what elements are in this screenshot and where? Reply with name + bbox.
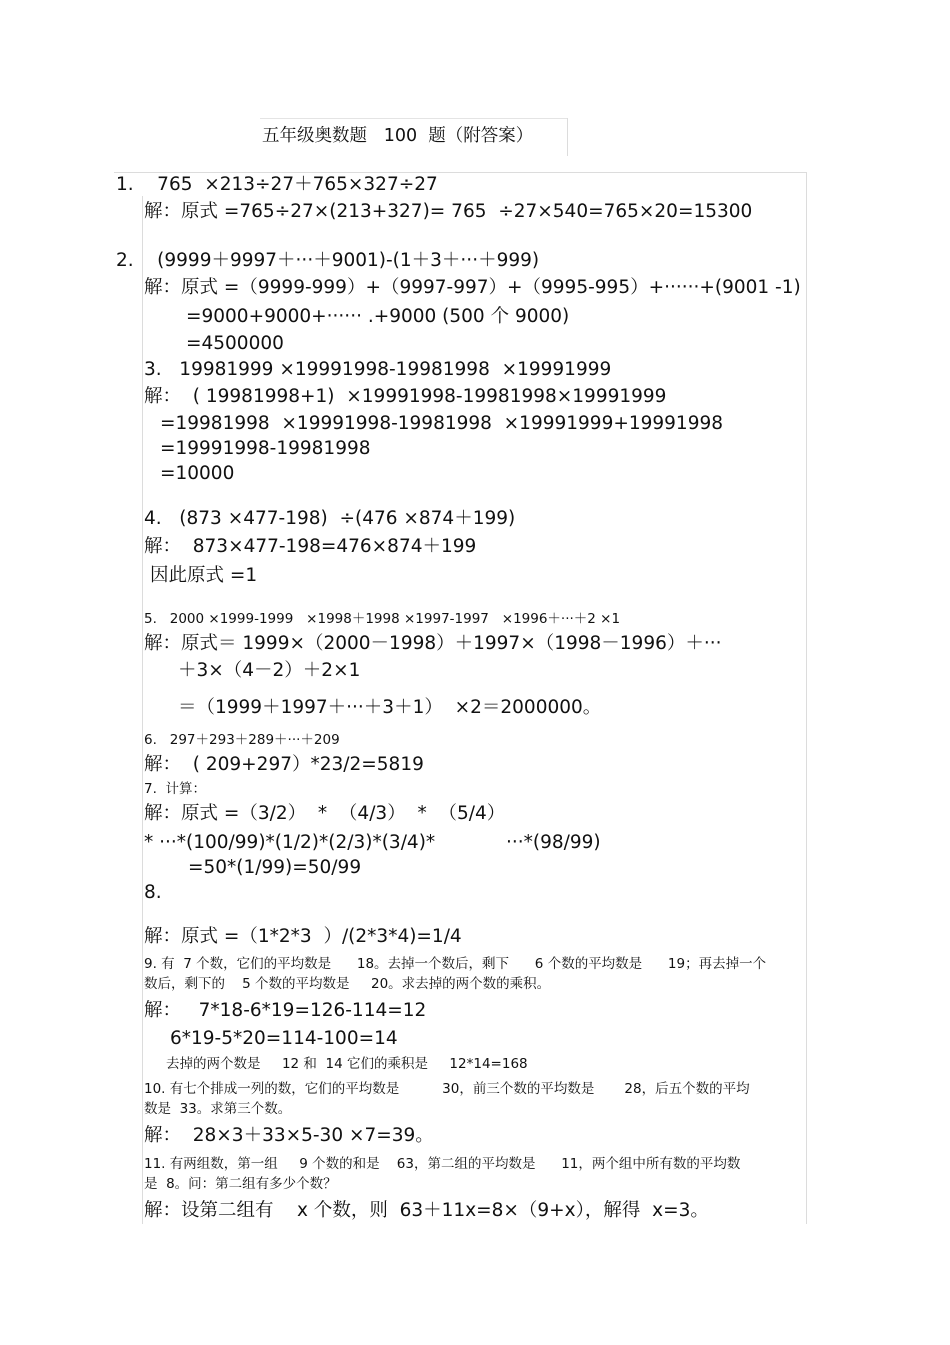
answer-7-line-2-end: ···*(98/99) xyxy=(506,832,601,853)
answer-9-line-3: 去掉的两个数是 12 和 14 它们的乘积是 12*14=168 xyxy=(166,1056,528,1072)
frame-left-rule xyxy=(142,196,143,1224)
question-10-line-2: 数是 33。求第三个数。 xyxy=(144,1101,292,1117)
question-11-line-1: 11. 有两组数，第一组 9 个数的和是 63，第二组的平均数是 11，两个组中所有数的平均数 xyxy=(144,1156,741,1172)
question-7: 7. 计算： xyxy=(144,781,206,797)
answer-2-line-2: =9000+9000+······ .+9000 (500 个 9000) xyxy=(186,306,570,327)
question-11-line-2: 是 8。问：第二组有多少个数？ xyxy=(144,1176,337,1192)
answer-2-line-3: =4500000 xyxy=(186,333,284,354)
answer-4-line-2: 因此原式 =1 xyxy=(150,565,258,586)
answer-1: 解：原式 =765÷27×(213+327)= 765 ÷27×540=765×20=15300 xyxy=(144,201,753,222)
answer-4-line-1: 解： 873×477-198=476×874＋199 xyxy=(144,536,477,557)
answer-5-line-3: ＝（1999＋1997＋···＋3＋1） ×2＝2000000。 xyxy=(178,697,602,718)
frame-top-rule xyxy=(114,172,807,173)
answer-5-line-1: 解：原式＝ 1999×（2000－1998）＋1997×（1998－1996）＋··· xyxy=(144,633,722,654)
answer-9-line-2: 6*19-5*20=114-100=14 xyxy=(170,1028,398,1049)
answer-10: 解： 28×3＋33×5-30 ×7=39。 xyxy=(144,1125,434,1146)
answer-3-line-3: =19991998-19981998 xyxy=(160,438,371,459)
answer-3-line-4: =10000 xyxy=(160,463,235,484)
answer-9-line-1: 解： 7*18-6*19=126-114=12 xyxy=(144,1000,427,1021)
title-rule xyxy=(260,118,567,119)
question-2: 2. (9999＋9997＋···＋9001)-(1＋3＋···＋999) xyxy=(116,250,540,271)
answer-3-line-2: =19981998 ×19991998-19981998 ×19991999+19991998 xyxy=(160,413,724,434)
answer-5-line-2: ＋3×（4－2）＋2×1 xyxy=(178,660,361,681)
question-4: 4. (873 ×477-198) ÷(476 ×874＋199) xyxy=(144,508,516,529)
answer-7-line-2: * ···*(100/99)*(1/2)*(2/3)*(3/4)* xyxy=(144,832,436,853)
answer-7-line-3: =50*(1/99)=50/99 xyxy=(188,857,362,878)
answer-3-line-1: 解： ( 19981998+1) ×19991998-19981998×19991999 xyxy=(144,386,667,407)
title-divider xyxy=(567,118,568,156)
answer-11: 解：设第二组有 x 个数，则 63＋11x=8×（9+x），解得 x=3。 xyxy=(144,1200,709,1221)
answer-8: 解：原式 =（1*2*3 ）/(2*3*4)=1/4 xyxy=(144,926,462,947)
answer-6: 解： ( 209+297）*23/2=5819 xyxy=(144,754,424,775)
answer-2-line-1: 解：原式 =（9999-999）+（9997-997）+（9995-995）+······+(9001 -1) xyxy=(144,277,801,298)
question-3: 3. 19981999 ×19991998-19981998 ×19991999 xyxy=(144,359,612,380)
question-9-line-1: 9. 有 7 个数，它们的平均数是 18。去掉一个数后，剩下 6 个数的平均数是 19；再去掉一个 xyxy=(144,956,767,972)
frame-right-rule xyxy=(806,172,807,1224)
question-8: 8. xyxy=(144,882,162,903)
answer-7-line-1: 解：原式 =（3/2） * （4/3） * （5/4） xyxy=(144,803,506,824)
question-5: 5. 2000 ×1999-1999 ×1998＋1998 ×1997-1997 ×1996＋···＋2 ×1 xyxy=(144,611,621,627)
page-title: 五年级奥数题 100 题（附答案） xyxy=(262,126,534,146)
question-1: 1. 765 ×213÷27＋765×327÷27 xyxy=(116,174,438,195)
question-10-line-1: 10. 有七个排成一列的数，它们的平均数是 30，前三个数的平均数是 28，后五个数的平均 xyxy=(144,1081,750,1097)
question-6: 6. 297＋293＋289＋···＋209 xyxy=(144,732,340,748)
question-9-line-2: 数后，剩下的 5 个数的平均数是 20。求去掉的两个数的乘积。 xyxy=(144,976,551,992)
